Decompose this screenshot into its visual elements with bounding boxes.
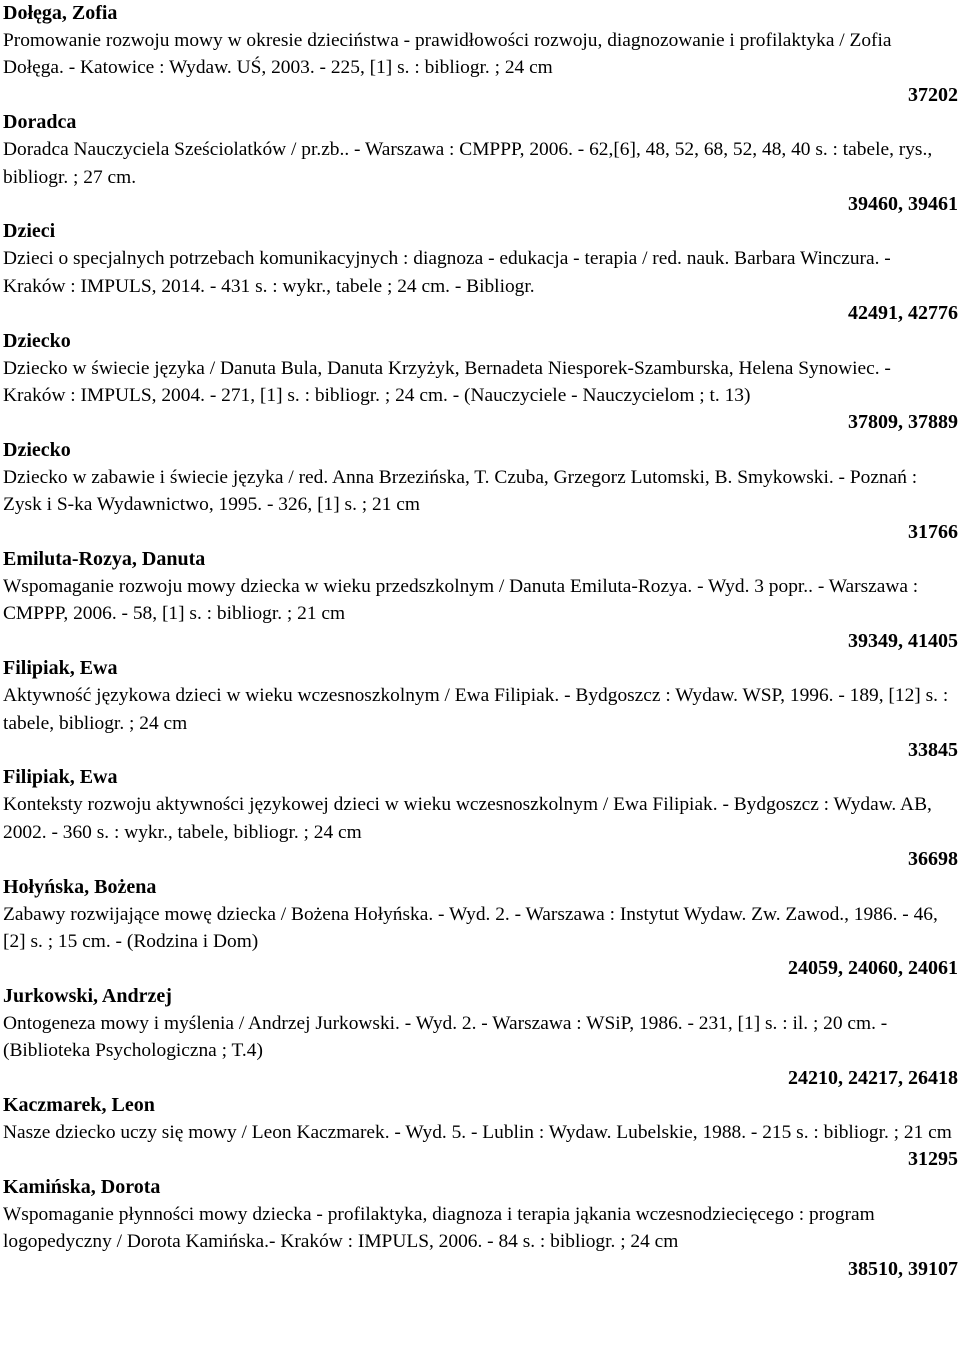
entry-heading: Filipiak, Ewa (3, 657, 118, 680)
entry-signature: 39349, 41405 (848, 629, 958, 652)
entry-heading: Doradca (3, 111, 77, 134)
entry-description: Zabawy rozwijające mowę dziecka / Bożena Hołyńska. - Wyd. 2. - Warszawa : Instytut Wydaw. Zw. Zawod., 1986. - 46, [2] s. ; 15 cm. - (Rodzina i Dom) (3, 903, 938, 953)
entry-description: Aktywność językowa dzieci w wieku wczesnoszkolnym / Ewa Filipiak. - Bydgoszcz : Wydaw. WSP, 1996. - 189, [12] s. : tabele, bibliogr. ; 24 cm (3, 685, 949, 734)
bibliography-entry (3, 328, 958, 437)
entry-description: Konteksty rozwoju aktywności językowej dzieci w wieku wczesnoszkolnym / Ewa Filipiak. - Bydgoszcz : Wydaw. AB, 2002. - 360 s. : wykr., tabele, bibliogr. ; 24 cm (3, 794, 932, 843)
entry-heading: Kaczmarek, Leon (3, 1094, 155, 1117)
bibliography-entry (3, 437, 958, 546)
entry-description: Wspomaganie płynności mowy dziecka - profilaktyka, diagnoza i terapia jąkania wczesnodziecięcego : program logopedyczny / Dorota Kamińska.- Kraków : IMPULS, 2006. - 84 s. : bibliogr. ; 24 cm (3, 1203, 875, 1253)
entry-heading: Hołyńska, Bożena (3, 875, 157, 898)
bibliography-entry (3, 0, 958, 109)
entry-signature: 31766 (908, 520, 958, 543)
entry-description: Wspomaganie rozwoju mowy dziecka w wieku przedszkolnym / Danuta Emiluta-Rozya. - Wyd. 3 popr.. - Warszawa : CMPPP, 2006. - 58, [1] s. : bibliogr. ; 21 cm (3, 576, 919, 625)
entry-description: Dziecko w świecie języka / Danuta Bula, Danuta Krzyżyk, Bernadeta Niesporek-Szamburska, Helena Synowiec. - Kraków : IMPULS, 2004. - 271, [1] s. : bibliogr. ; 24 cm. - (Nauczyciele - Nauczycielom ; t. 13) (3, 357, 891, 407)
entry-signature: 39460, 39461 (848, 193, 958, 216)
bibliography-entry (3, 1092, 958, 1174)
bibliography-entry (3, 874, 958, 983)
bibliography-entry (3, 1174, 958, 1283)
bibliography-entry (3, 546, 958, 655)
entry-heading: Dołęga, Zofia (3, 2, 118, 24)
bibliography-entry (3, 218, 958, 327)
entry-signature: 36698 (908, 848, 958, 871)
entry-signature: 37809, 37889 (848, 411, 958, 434)
entry-description: Ontogeneza mowy i myślenia / Andrzej Jurkowski. - Wyd. 2. - Warszawa : WSiP, 1986. - 231, [1] s. : il. ; 20 cm. - (Biblioteka Psychologiczna ; T.4) (3, 1012, 888, 1062)
bibliography-entry (3, 655, 958, 764)
entry-signature: 33845 (908, 739, 958, 762)
bibliography-entry (3, 764, 958, 873)
bibliography-entry (3, 983, 958, 1092)
entry-signature: 24210, 24217, 26418 (788, 1066, 958, 1089)
entry-heading: Dziecko (3, 329, 71, 352)
entry-description: Doradca Nauczyciela Sześciolatków / pr.zb.. - Warszawa : CMPPP, 2006. - 62,[6], 48, 52, 68, 52, 48, 40 s. : tabele, rys., bibliogr. ; 27 cm. (3, 139, 933, 188)
entry-signature: 31295 (908, 1148, 958, 1171)
entry-signature: 42491, 42776 (848, 302, 958, 325)
bibliography-entry (3, 109, 958, 218)
entry-heading: Filipiak, Ewa (3, 766, 118, 789)
entry-description: Dzieci o specjalnych potrzebach komunikacyjnych : diagnoza - edukacja - terapia / red. nauk. Barbara Winczura. - Kraków : IMPULS, 2014. - 431 s. : wykr., tabele ; 24 cm. - Bibliogr. (3, 248, 891, 297)
entry-signature: 38510, 39107 (848, 1257, 958, 1280)
entry-signature: 24059, 24060, 24061 (788, 957, 958, 980)
entry-heading: Jurkowski, Andrzej (3, 984, 172, 1007)
bibliography-list (3, 0, 958, 1283)
entry-heading: Emiluta-Rozya, Danuta (3, 548, 206, 571)
entry-description: Dziecko w zabawie i świecie języka / red. Anna Brzezińska, T. Czuba, Grzegorz Lutomski, B. Smykowski. - Poznań : Zysk i S-ka Wydawnictwo, 1995. - 326, [1] s. ; 21 cm (3, 466, 918, 516)
entry-description: Nasze dziecko uczy się mowy / Leon Kaczmarek. - Wyd. 5. - Lublin : Wydaw. Lubelskie, 1988. - 215 s. : bibliogr. ; 21 cm (3, 1122, 952, 1144)
entry-heading: Dzieci (3, 220, 56, 243)
entry-heading: Kamińska, Dorota (3, 1175, 161, 1198)
entry-signature: 37202 (908, 83, 958, 106)
entry-heading: Dziecko (3, 438, 71, 461)
entry-description: Promowanie rozwoju mowy w okresie dzieciństwa - prawidłowości rozwoju, diagnozowanie i profilaktyka / Zofia Dołęga. - Katowice : Wydaw. UŚ, 2003. - 225, [1] s. : bibliogr. ; 24 cm (3, 30, 892, 79)
